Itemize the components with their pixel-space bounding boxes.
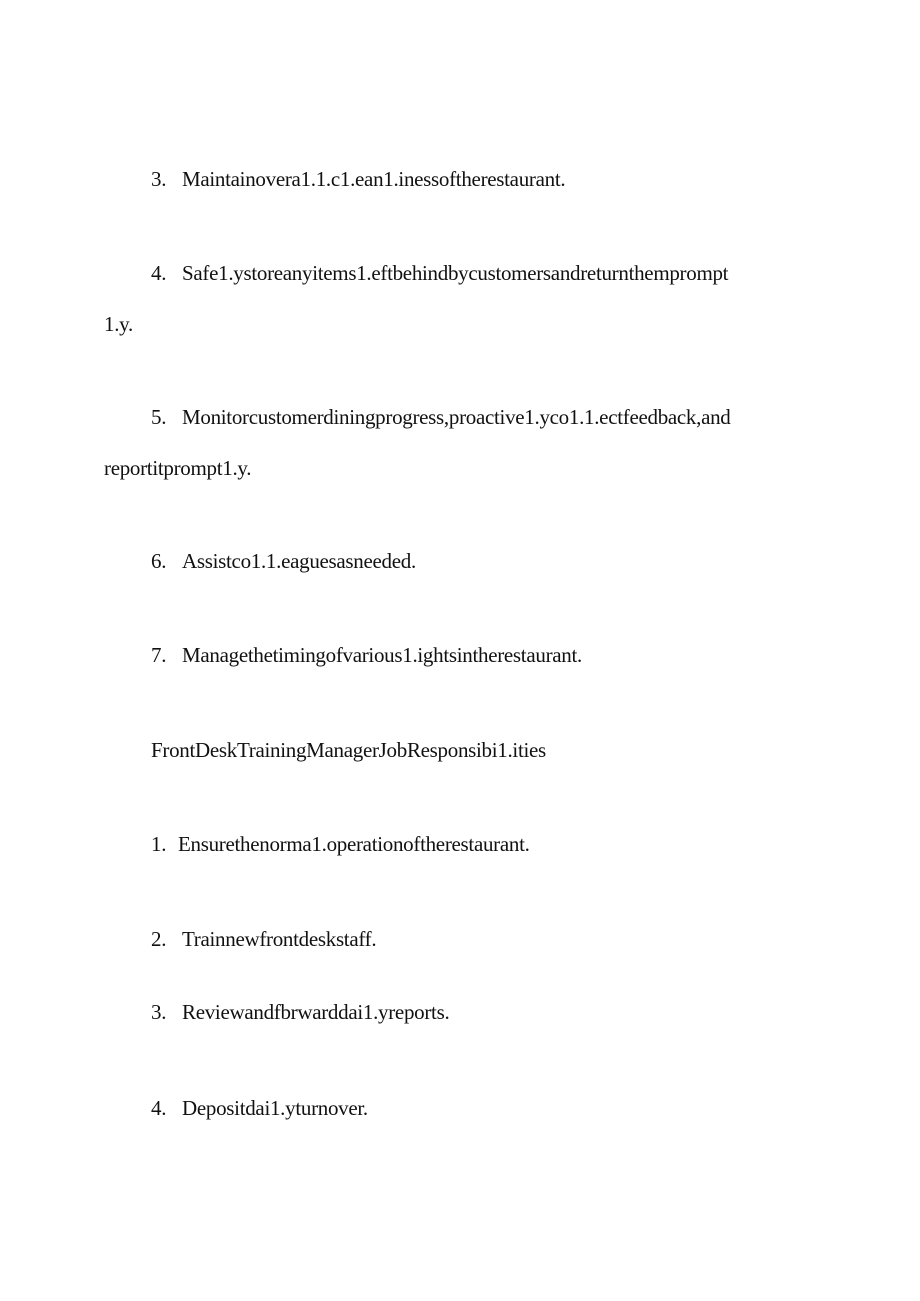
list-item xyxy=(151,1098,368,1119)
item-number: 1. xyxy=(151,832,167,856)
list-item xyxy=(151,834,530,855)
list-item xyxy=(151,169,565,190)
item-text: Depositdai1.yturnover. xyxy=(182,1096,368,1120)
item-text: Monitorcustomerdiningprogress,proactive1.yco1.1.ectfeedback,and xyxy=(182,405,731,429)
item-number: 5. xyxy=(151,405,167,429)
item-text: Assistco1.1.eaguesasneeded. xyxy=(182,549,416,573)
item-text: Managethetimingofvarious1.ightsintherestaurant. xyxy=(182,643,582,667)
item-text: Ensurethenorma1.operationoftherestaurant. xyxy=(178,832,530,856)
list-item xyxy=(151,407,731,428)
list-item xyxy=(151,1002,449,1023)
item-text-continuation: reportitprompt1.y. xyxy=(104,456,252,480)
item-text: Maintainovera1.1.c1.ean1.inessoftherestaurant. xyxy=(182,167,566,191)
list-item xyxy=(151,263,728,284)
item-text-continuation: 1.y. xyxy=(104,312,133,336)
list-item xyxy=(151,645,582,666)
item-number: 3. xyxy=(151,1000,167,1024)
list-item xyxy=(151,551,416,572)
section-heading: FrontDeskTrainingManagerJobResponsibi1.ities xyxy=(151,738,546,762)
item-number: 2. xyxy=(151,927,167,951)
item-number: 6. xyxy=(151,549,167,573)
item-number: 7. xyxy=(151,643,167,667)
item-text: Reviewandfbrwarddai1.yreports. xyxy=(182,1000,450,1024)
item-text: Trainnewfrontdeskstaff. xyxy=(182,927,377,951)
item-number: 4. xyxy=(151,261,167,285)
item-text: Safe1.ystoreanyitems1.eftbehindbycustomersandreturnthemprompt xyxy=(182,261,729,285)
item-number: 3. xyxy=(151,167,167,191)
item-number: 4. xyxy=(151,1096,167,1120)
list-item xyxy=(151,929,376,950)
